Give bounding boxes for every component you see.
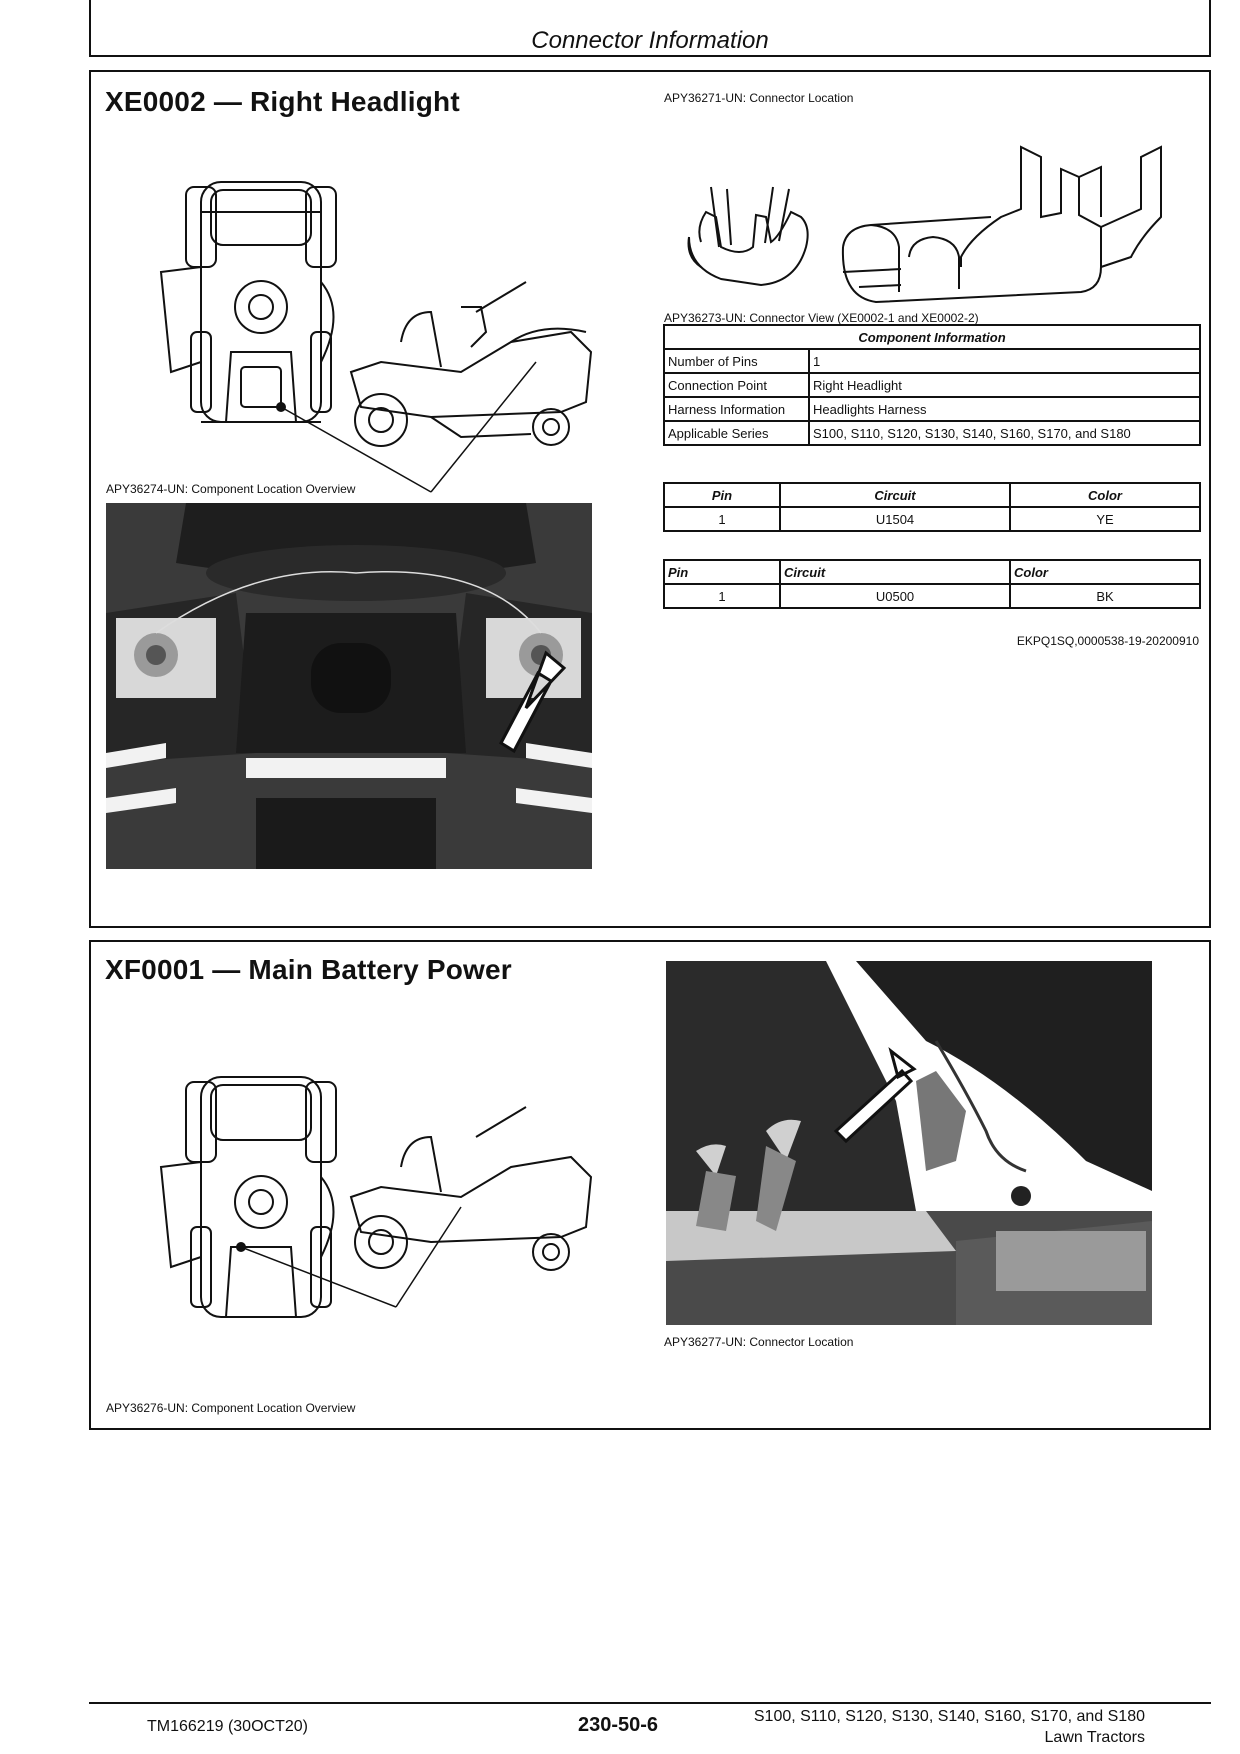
overview-caption: APY36276-UN: Component Location Overview [106,1401,356,1415]
pin-header: Pin [664,560,780,584]
section-title: XF0001 — Main Battery Power [105,954,512,985]
table-row [664,507,1200,531]
component-info-table [663,324,1201,446]
pin-cell: 1 [664,507,780,531]
manual-number: TM166219 (30OCT20) [147,1718,308,1735]
pin-table-1 [663,482,1201,532]
tractor-overview-illustration [131,1067,651,1337]
circuit-cell: U0500 [780,584,1010,608]
color-cell: YE [1010,507,1200,531]
overview-caption: APY36274-UN: Component Location Overview [106,482,356,496]
info-value: 1 [809,349,1200,373]
table-row [664,584,1200,608]
table-row [664,397,1200,421]
document-id: EKPQ1SQ,0000538-19-20200910 [1016,634,1199,648]
info-label: Harness Information [664,397,809,421]
info-value: S100, S110, S120, S130, S140, S160, S170, and S180 [809,421,1200,445]
connector-location-caption: APY36277-UN: Connector Location [664,1335,854,1349]
battery-connector-photo [666,961,1152,1325]
component-info-header: Component Information [664,325,1200,349]
circuit-header: Circuit [780,483,1010,507]
pin-cell: 1 [664,584,780,608]
info-label: Connection Point [664,373,809,397]
circuit-header: Circuit [780,560,1010,584]
table-row [664,373,1200,397]
footer-divider [89,1702,1211,1704]
headlight-photo [106,503,592,869]
connector-view-caption: APY36273-UN: Connector View (XE0002-1 and XE0002-2) [664,311,979,325]
circuit-cell: U1504 [780,507,1010,531]
pin-header: Pin [664,483,780,507]
page-header [89,0,1211,57]
page-title: Connector Information [531,27,769,54]
pin-table-2 [663,559,1201,609]
section-xf0001 [89,940,1211,1430]
series-list: S100, S110, S120, S130, S140, S160, S170, and S180 [753,1708,1145,1725]
color-header: Color [1010,560,1200,584]
info-label: Applicable Series [664,421,809,445]
product-name: Lawn Tractors [1044,1729,1145,1746]
connector-location-caption: APY36271-UN: Connector Location [664,91,854,105]
info-value: Headlights Harness [809,397,1200,421]
footer-series [754,1706,1145,1748]
table-row [664,421,1200,445]
info-value: Right Headlight [809,373,1200,397]
section-xe0002 [89,70,1211,928]
page-number: 230-50-6 [578,1714,659,1736]
color-cell: BK [1010,584,1200,608]
table-row [664,349,1200,373]
color-header: Color [1010,483,1200,507]
section-title: XE0002 — Right Headlight [105,86,460,117]
info-label: Number of Pins [664,349,809,373]
